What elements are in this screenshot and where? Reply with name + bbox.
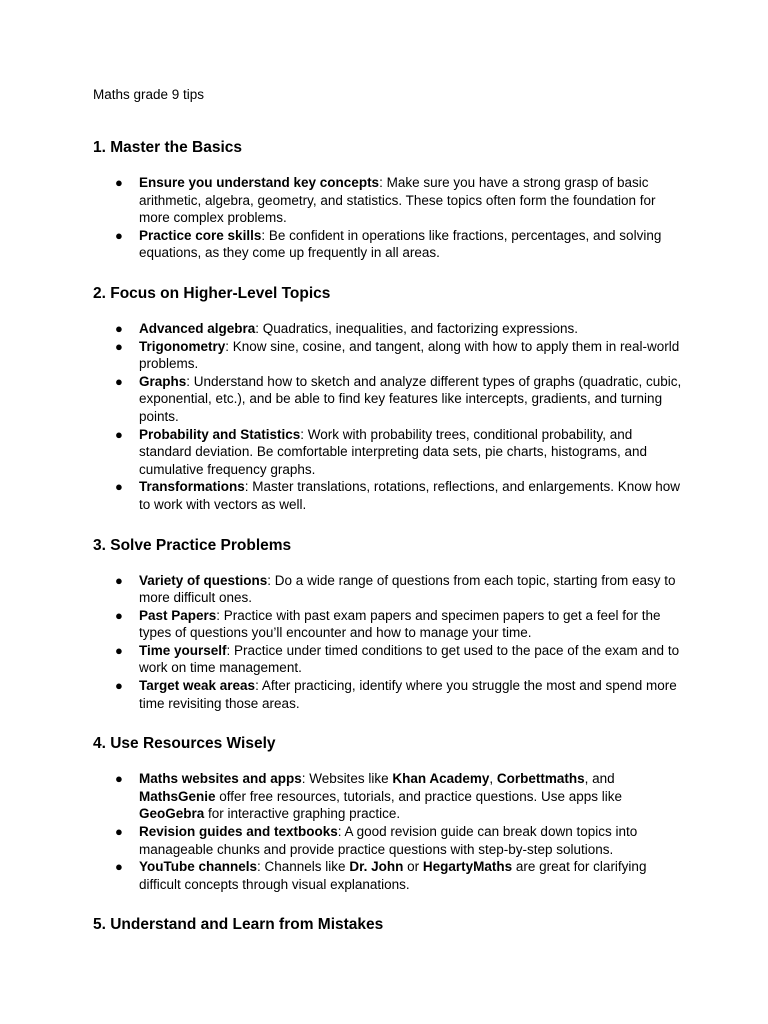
item-text: : Work with probability trees, conditional probability, and standard deviation. Be comfortable interpreting data sets, pie charts, histograms, and cumulative frequency graphs. (139, 426, 648, 477)
item-text: , (489, 771, 497, 787)
item-text: : After practicing, identify where you struggle the most and spend more time revisiting those areas. (139, 678, 677, 711)
item-text: : Make sure you have a strong grasp of basic arithmetic, algebra, geometry, and statistics. These topics often form the foundation for more complex problems. (139, 175, 656, 226)
bullet-icon: ● (115, 320, 123, 336)
section-3 (93, 536, 683, 713)
document-page (93, 86, 683, 935)
list-item (93, 642, 683, 677)
bullet-icon: ● (115, 859, 123, 875)
bold-term: Khan Academy (392, 771, 490, 787)
section-heading: 2. Focus on Higher-Level Topics (93, 284, 331, 302)
bold-term: Corbettmaths (496, 771, 585, 787)
list-item (93, 823, 683, 858)
bullet-icon: ● (115, 227, 123, 243)
bullet-icon: ● (115, 642, 123, 658)
bold-term: Practice core skills (139, 227, 262, 243)
list-item (93, 338, 683, 373)
item-text: : Know sine, cosine, and tangent, along with how to apply them in real-world problems. (139, 338, 680, 372)
list-item (93, 373, 683, 426)
bold-term: Variety of questions (139, 572, 268, 588)
item-text: for interactive graphing practice. (204, 806, 401, 822)
bold-term: MathsGenie (139, 788, 216, 804)
item-text: : Practice with past exam papers and specimen papers to get a feel for the types of questions you’ll encounter and how to manage your time. (139, 607, 661, 641)
item-text: : Practice under timed conditions to get used to the pace of the exam and to work on time management. (139, 642, 680, 676)
bold-term: Dr. John (349, 859, 404, 875)
list-item (93, 858, 683, 893)
item-text: : Understand how to sketch and analyze different types of graphs (quadratic, cubic, exponential, etc.), and be able to find key features like intercepts, gradients, and turning points. (139, 373, 682, 424)
bold-term: GeoGebra (139, 806, 205, 822)
list-item (93, 677, 683, 712)
bullet-list (93, 770, 683, 893)
section-5 (93, 915, 683, 935)
section-4 (93, 734, 683, 893)
item-text: : Websites like (301, 771, 393, 787)
bullet-list (93, 320, 683, 514)
list-item (93, 607, 683, 642)
document-title: Maths grade 9 tips (93, 87, 205, 102)
section-1 (93, 138, 683, 262)
item-text: or (403, 859, 423, 875)
list-item (93, 572, 683, 607)
list-item (93, 227, 683, 262)
bullet-icon: ● (115, 373, 123, 389)
item-text: : Master translations, rotations, reflections, and enlargements. Know how to work with vectors as well. (139, 479, 680, 512)
section-heading: 1. Master the Basics (93, 139, 243, 156)
bold-term: Transformations (139, 479, 245, 495)
bold-term: Time yourself (139, 642, 227, 658)
section-heading: 3. Solve Practice Problems (93, 536, 292, 554)
bold-term: Maths websites and apps (139, 771, 302, 787)
bullet-icon: ● (115, 338, 123, 354)
bullet-icon: ● (115, 607, 123, 623)
list-item (93, 174, 683, 227)
section-heading: 5. Understand and Learn from Mistakes (93, 916, 384, 934)
list-item (93, 770, 683, 823)
item-text: , and (584, 771, 615, 787)
bold-term: Revision guides and textbooks (139, 824, 338, 840)
bullet-icon: ● (115, 175, 123, 190)
bullet-icon: ● (115, 771, 123, 787)
section-heading: 4. Use Resources Wisely (93, 735, 276, 753)
bullet-list (93, 174, 683, 262)
bold-term: Graphs (139, 373, 187, 389)
bold-term: Trigonometry (139, 338, 226, 354)
bold-term: Ensure you understand key concepts (139, 175, 380, 190)
bold-term: YouTube channels (139, 859, 258, 875)
bullet-icon: ● (115, 426, 123, 442)
bold-term: HegartyMaths (422, 859, 513, 875)
item-text: : Do a wide range of questions from each topic, starting from easy to more difficult ones. (139, 572, 676, 606)
list-item (93, 426, 683, 479)
bold-term: Probability and Statistics (139, 426, 301, 442)
bold-term: Target weak areas (139, 678, 256, 694)
bold-term: Advanced algebra (139, 320, 256, 336)
bullet-icon: ● (115, 572, 123, 588)
list-item (93, 320, 683, 338)
bullet-icon: ● (115, 479, 123, 495)
section-2 (93, 284, 683, 514)
item-text: are great for clarifying difficult concepts through visual explanations. (139, 859, 647, 892)
bold-term: Past Papers (139, 607, 217, 623)
list-item (93, 478, 683, 513)
bullet-icon: ● (115, 824, 123, 840)
item-text: : A good revision guide can break down topics into manageable chunks and provide practice questions with step-by-step solutions. (139, 824, 638, 857)
document-body (93, 138, 683, 935)
item-text: offer free resources, tutorials, and practice questions. Use apps like (215, 788, 622, 804)
bullet-icon: ● (115, 678, 123, 694)
item-text: : Be confident in operations like fractions, percentages, and solving equations, as they come up frequently in all areas. (139, 227, 662, 261)
item-text: : Channels like (257, 859, 350, 875)
bullet-list (93, 572, 683, 713)
item-text: : Quadratics, inequalities, and factorizing expressions. (255, 320, 578, 336)
